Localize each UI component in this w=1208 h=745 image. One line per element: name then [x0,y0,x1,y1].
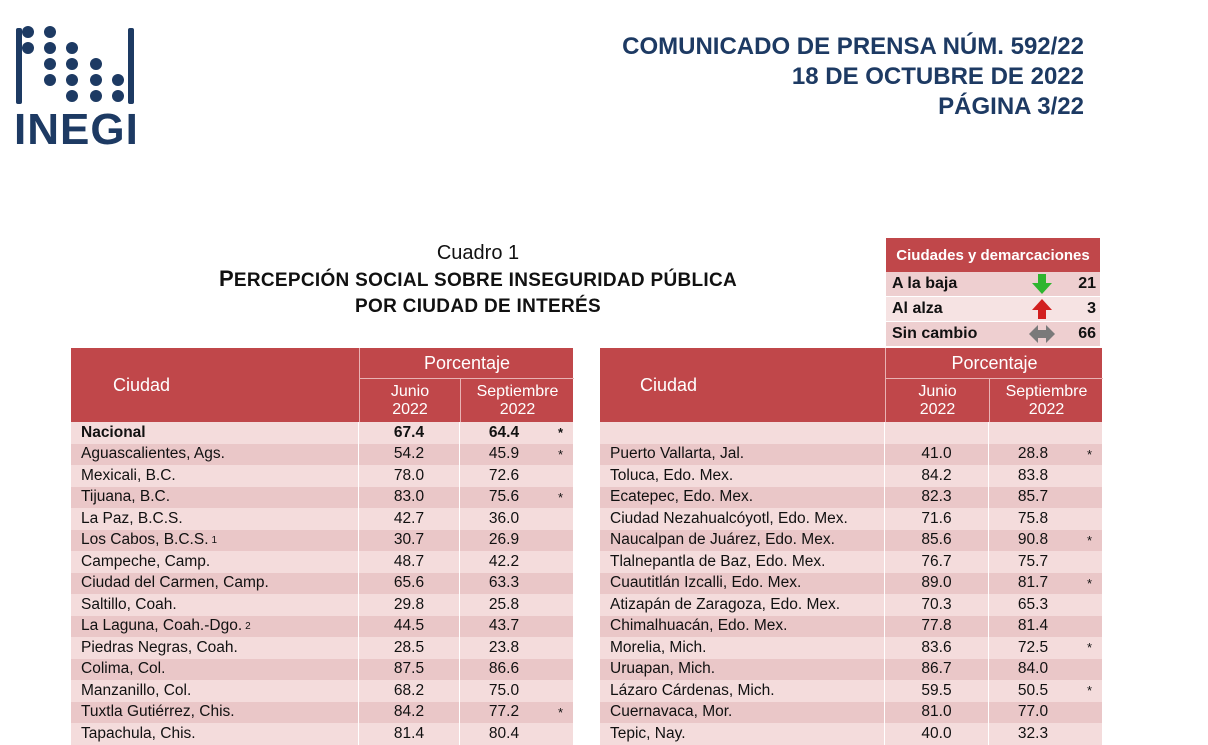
table-row [600,487,1102,509]
header-release-number: COMUNICADO DE PRENSA NÚM. 592/22 [622,33,1084,60]
september-value-cell: 84.0 [1017,660,1049,678]
june-value-cell: 65.6 [359,573,460,595]
june-value-cell: 71.6 [885,508,989,530]
significance-mark [1077,465,1102,487]
september-value-cell: 77.0 [1017,703,1049,721]
significance-mark: * [557,446,564,462]
significance-mark [1077,422,1102,444]
summary-count: 66 [1078,325,1096,342]
table-row [71,594,573,616]
table-row [71,616,573,638]
city-cell: Los Cabos, B.C.S. 1 [71,530,359,552]
september-value-cell: 23.8 [488,638,520,656]
september-value-cell: 63.3 [488,574,520,592]
september-value-cell: 86.6 [488,660,520,678]
summary-label: Al alza [892,300,943,317]
table-row [600,465,1102,487]
red-up-arrow-icon [1022,299,1062,319]
june-value-cell: 89.0 [885,573,989,595]
inegi-dots-icon [14,24,136,104]
significance-mark [1077,551,1102,573]
table-row [71,422,573,444]
table-row [71,551,573,573]
table-row [600,508,1102,530]
june-value-cell: 82.3 [885,487,989,509]
june-value-cell: 83.6 [885,637,989,659]
june-value-cell: 54.2 [359,444,460,466]
right-table-header [600,348,1102,422]
green-down-arrow-icon [1022,274,1062,294]
title-initial: P [218,266,234,291]
significance-mark [548,637,573,659]
table-title-line1 [148,266,808,294]
press-release-header [622,32,1084,122]
table-row [71,659,573,681]
table-number: Cuadro 1 [436,242,520,264]
footnote-marker: 2 [245,620,251,632]
header-page: PÁGINA 3/22 [938,93,1084,120]
city-column-header: Ciudad [113,374,171,395]
september-value-cell [989,422,1077,444]
june-value-cell: 48.7 [359,551,460,573]
june-value-cell: 67.4 [359,422,460,444]
title-rest: ERCEPCIÓN SOCIAL SOBRE INSEGURIDAD PÚBLICA [233,270,738,291]
september-value-cell: 81.7 [1017,574,1049,592]
city-cell: Aguascalientes, Ags. [71,444,359,466]
left-table-body [71,422,573,745]
table-row [600,637,1102,659]
june-value-cell: 85.6 [885,530,989,552]
june-value-cell: 42.7 [359,508,460,530]
june-value-cell: 86.7 [885,659,989,681]
summary-row-nochange [886,322,1100,347]
june-header-text: Junio 2022 [918,382,957,418]
significance-mark [548,680,573,702]
june-value-cell: 44.5 [359,616,460,638]
significance-mark: * [557,489,564,505]
significance-mark [1077,616,1102,638]
table-row [600,530,1102,552]
september-value-cell: 75.6 [488,488,520,506]
september-value-cell: 50.5 [1017,681,1049,699]
logo-wordmark: INEGI [14,105,139,154]
table-row [600,659,1102,681]
june-value-cell: 87.5 [359,659,460,681]
significance-mark: * [1086,532,1093,548]
significance-mark: * [1086,640,1093,656]
september-value-cell: 75.8 [1017,509,1049,527]
september-value-cell: 90.8 [1017,531,1049,549]
city-cell: Tuxtla Gutiérrez, Chis. [71,702,359,724]
city-cell: Naucalpan de Juárez, Edo. Mex. [600,530,885,552]
left-table-header [71,348,573,422]
summary-count: 3 [1087,300,1096,317]
city-cell: Ecatepec, Edo. Mex. [600,487,885,509]
gray-double-arrow-icon [1022,325,1062,343]
table-row [71,508,573,530]
significance-mark: * [1086,446,1093,462]
table-row [600,594,1102,616]
september-value-cell: 75.7 [1017,552,1049,570]
city-cell: Saltillo, Coah. [71,594,359,616]
september-header [460,379,574,422]
city-cell: Atizapán de Zaragoza, Edo. Mex. [600,594,885,616]
september-value-cell: 42.2 [488,552,520,570]
june-value-cell: 68.2 [359,680,460,702]
september-value-cell: 28.8 [1017,445,1049,463]
significance-mark [1077,702,1102,724]
september-value-cell: 64.4 [488,423,520,441]
city-cell: Ciudad del Carmen, Camp. [71,573,359,595]
city-cell: Cuautitlán Izcalli, Edo. Mex. [600,573,885,595]
city-cell: Tapachula, Chis. [71,723,359,745]
city-cell: La Paz, B.C.S. [71,508,359,530]
significance-mark [548,659,573,681]
june-value-cell: 30.7 [359,530,460,552]
city-cell: Mexicali, B.C. [71,465,359,487]
city-cell: La Laguna, Coah.-Dgo. 2 [71,616,359,638]
table-row [71,465,573,487]
summary-label: Sin cambio [892,325,978,342]
city-cell: Lázaro Cárdenas, Mich. [600,680,885,702]
september-value-cell: 81.4 [1017,617,1049,635]
june-value-cell: 77.8 [885,616,989,638]
summary-box [886,238,1100,347]
september-header-text: Septiembre 2022 [476,382,559,418]
table-row [71,723,573,745]
june-value-cell: 78.0 [359,465,460,487]
june-value-cell: 81.0 [885,702,989,724]
september-value-cell: 36.0 [488,509,520,527]
city-cell: Piedras Negras, Coah. [71,637,359,659]
table-row [600,422,1102,444]
table-row [71,702,573,724]
september-header-text: Septiembre 2022 [1005,382,1088,418]
june-value-cell: 41.0 [885,444,989,466]
significance-mark [1077,659,1102,681]
june-value-cell: 84.2 [885,465,989,487]
june-header [885,379,989,422]
table-titles [148,240,808,320]
significance-mark [548,616,573,638]
significance-mark [548,508,573,530]
table-row [71,487,573,509]
city-cell: Tlalnepantla de Baz, Edo. Mex. [600,551,885,573]
june-value-cell: 40.0 [885,723,989,745]
june-header [359,379,460,422]
table-row [71,530,573,552]
city-cell: Ciudad Nezahualcóyotl, Edo. Mex. [600,508,885,530]
significance-mark [1077,508,1102,530]
city-cell: Tijuana, B.C. [71,487,359,509]
september-value-cell: 77.2 [488,703,520,721]
summary-label: A la baja [892,275,958,292]
table-row [600,723,1102,745]
city-cell: Chimalhuacán, Edo. Mex. [600,616,885,638]
september-header [989,379,1103,422]
june-value-cell: 83.0 [359,487,460,509]
june-value-cell: 29.8 [359,594,460,616]
summary-row-up [886,297,1100,322]
september-value-cell: 26.9 [488,531,520,549]
september-value-cell: 83.8 [1017,466,1049,484]
city-cell: Manzanillo, Col. [71,680,359,702]
summary-heading: Ciudades y demarcaciones [886,238,1100,272]
inegi-logo [14,24,139,154]
table-row [600,680,1102,702]
september-value-cell: 85.7 [1017,488,1049,506]
significance-mark: * [557,704,564,720]
summary-rows [886,272,1100,347]
september-value-cell: 65.3 [1017,595,1049,613]
right-table-body [600,422,1102,745]
table-row [600,702,1102,724]
percentage-header: Porcentaje [359,348,574,379]
table-title-line2: POR CIUDAD DE INTERÉS [355,296,601,317]
table-row [71,680,573,702]
significance-mark [548,723,573,745]
city-cell: Nacional [71,422,359,444]
september-value-cell: 72.6 [488,466,520,484]
city-column-header: Ciudad [640,374,698,395]
september-value-cell: 45.9 [488,445,520,463]
significance-mark [1077,487,1102,509]
header-date: 18 DE OCTUBRE DE 2022 [791,63,1084,90]
city-cell: Campeche, Camp. [71,551,359,573]
june-value-cell [885,422,989,444]
june-value-cell: 76.7 [885,551,989,573]
september-value-cell: 75.0 [488,681,520,699]
june-value-cell: 59.5 [885,680,989,702]
table-row [600,551,1102,573]
june-value-cell: 81.4 [359,723,460,745]
significance-mark [548,573,573,595]
table-row [71,637,573,659]
significance-mark: * [1086,683,1093,699]
september-value-cell: 25.8 [488,595,520,613]
significance-mark [1077,723,1102,745]
city-cell: Tepic, Nay. [600,723,885,745]
significance-mark: * [1086,575,1093,591]
significance-mark [548,551,573,573]
city-cell: Uruapan, Mich. [600,659,885,681]
significance-mark [548,465,573,487]
significance-mark [548,530,573,552]
significance-mark: * [557,425,564,441]
september-value-cell: 72.5 [1017,638,1049,656]
september-value-cell: 32.3 [1017,724,1049,742]
june-header-text: Junio 2022 [390,382,430,418]
table-row [600,444,1102,466]
footnote-marker: 1 [211,534,218,546]
table-row [600,616,1102,638]
september-value-cell: 80.4 [488,724,520,742]
city-cell: Morelia, Mich. [600,637,885,659]
significance-mark [1077,594,1102,616]
table-row [600,573,1102,595]
right-table [600,348,1102,745]
table-row [71,573,573,595]
june-value-cell: 28.5 [359,637,460,659]
table-row [71,444,573,466]
city-cell: Toluca, Edo. Mex. [600,465,885,487]
city-cell: Colima, Col. [71,659,359,681]
significance-mark [548,594,573,616]
city-cell: Cuernavaca, Mor. [600,702,885,724]
summary-row-down [886,272,1100,297]
percentage-header: Porcentaje [885,348,1103,379]
left-table [71,348,573,745]
summary-count: 21 [1078,275,1096,292]
city-cell [600,422,885,444]
september-value-cell: 43.7 [488,617,520,635]
june-value-cell: 70.3 [885,594,989,616]
city-cell: Puerto Vallarta, Jal. [600,444,885,466]
june-value-cell: 84.2 [359,702,460,724]
